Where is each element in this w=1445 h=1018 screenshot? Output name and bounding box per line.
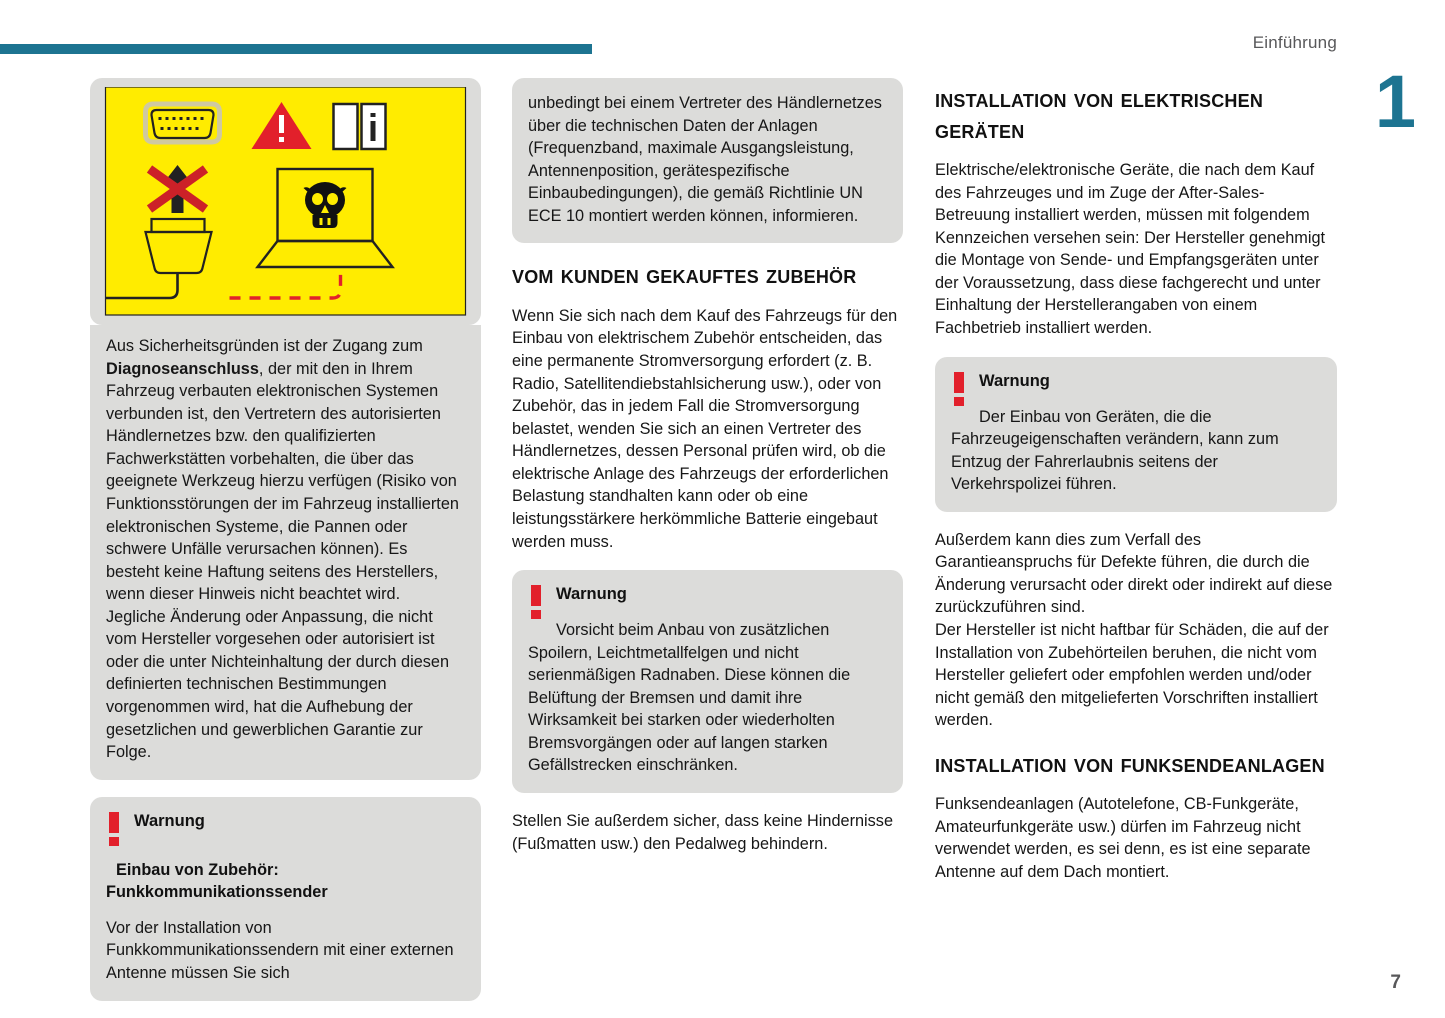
caption-bold-term: Diagnoseanschluss <box>106 359 259 378</box>
right-body-block-2 <box>935 529 1337 732</box>
middle-closing-block <box>512 810 903 855</box>
right-body-text-4: Funksendeanlagen (Autotelefone, CB-Funkgeräte, Amateurfunkgeräte usw.) dürfen im Fahrzeug nicht verwendet werden, es sei denn, es ist eine separate Antenne auf dem Dach montiert. <box>935 795 1311 881</box>
page-number: 7 <box>1390 972 1401 993</box>
warning-title: Warnung <box>556 585 627 604</box>
caption-part-2: , der mit den in Ihrem Fahrzeug verbauten elektronischen Systemen verbunden ist, den Vertretern des autorisierten Händlernetzes bzw. den qualifizierten Fachwerkstätten vorbehalten, die über das geeignete Werkzeug hierzu verfügen (Risiko von Funktionsstörungen der im Fahrzeug installierten elektronischen Systeme, die Pannen oder schwere Unfälle verursachen können). Es besteht keine Haftung seitens des Herstellers, wenn dieser Hinweis nicht beachtet wird. <box>106 359 459 604</box>
page-header-title: Einführung <box>1252 33 1337 52</box>
caption-paragraph-2: Jegliche Änderung oder Anpassung, die nicht vom Hersteller vorgesehen oder autorisiert ist oder die unter Nichteinhaltung der durch diesen definierten technischen Bestimmungen vorgenommen wird, hat die Aufhebung der gesetzlichen und gewerblichen Garantie zur Folge. <box>106 607 450 762</box>
right-body-block-4 <box>935 793 1337 883</box>
header-accent-bar <box>0 44 592 54</box>
warning-body: Der Einbau von Geräten, die die Fahrzeugeigenschaften verändern, kann zum Entzug der Fahrerlaubnis seitens der Verkehrspolizei führen. <box>951 407 1279 494</box>
illustration-panel <box>90 78 481 325</box>
warning-title-row <box>106 811 465 846</box>
exclamation-icon <box>528 584 548 619</box>
middle-closing-text: Stellen Sie außerdem sicher, dass keine Hindernisse (Fußmatten usw.) den Pedalweg behindern. <box>512 812 893 853</box>
middle-body-block <box>512 305 903 553</box>
exclamation-icon <box>106 811 126 846</box>
warning-body: Vor der Installation von Funkkommunikationssendern mit einer externen Antenne müssen Sie sich <box>106 918 454 982</box>
heading-installation-funksendeanlagen: installation von funksendeanlagen <box>935 749 1325 778</box>
caption-part-1: Aus Sicherheitsgründen ist der Zugang zum <box>106 337 423 355</box>
middle-body-text: Wenn Sie sich nach dem Kauf des Fahrzeugs für den Einbau von elektrischem Zubehör entscheiden, das eine permanente Stromversorgung erfordert (z. B. Radio, Satellitendiebstahlsicherung usw.), oder von Zubehör, das in jedem Fall die Stromversorgung belastet, wenden Sie sich an einen Vertreter des Händlernetzes, dessen Personal prüfen wird, ob die elektrische Anlage des Fahrzeugs der erforderlichen Belastung standhalten kann oder ob eine leistungsstärkere herkömmliche Batterie eingebaut werden muss. <box>512 306 898 551</box>
right-body-text-1: Elektrische/elektronische Geräte, die nach dem Kauf des Fahrzeuges und im Zuge der After-Sales-Betreuung installiert werden, müssen mit folgendem Kennzeichen versehen sein: Der Hersteller genehmigt die Montage von Sende- und Empfangsgeräten unter der Voraussetzung, dass diese fachgerecht und unter Einhaltung der Herstellerangaben von einem Fachbetrieb installiert werden. <box>935 161 1326 337</box>
caption-paragraph-1 <box>106 335 465 606</box>
column-middle <box>512 78 903 872</box>
warning-title: Warnung <box>979 371 1050 390</box>
heading-vom-kunden-gekauftes-zubehoer: vom kunden gekauftes zubehör <box>512 261 857 290</box>
diagnoseanschluss-warnung-grafik <box>99 87 472 325</box>
right-body-text-3: Der Hersteller ist nicht haftbar für Schäden, die auf der Installation von Zubehörteilen beruhen, die nicht vom Hersteller geliefert oder empfohlen werden und/oder nicht gemäß den mitgelieferten Vorschriften installiert werden. <box>935 621 1329 730</box>
warning-box-right <box>935 357 1337 512</box>
warning-subtitle: Einbau von Zubehör: Funkkommunikationssender <box>106 860 328 902</box>
right-body-block-1 <box>935 159 1337 340</box>
warning-body: Vorsicht beim Anbau von zusätzlichen Spoilern, Leichtmetallfelgen und nicht serienmäßigen Radnaben. Diese können die Belüftung der Bremsen und damit ihre Wirksamkeit bei starken oder wiederholten Bremsvorgängen oder auf langen starken Gefällstrecken einschränken. <box>528 621 851 775</box>
warning-title-row <box>528 584 887 619</box>
column-left <box>90 78 481 1018</box>
warning-box-left <box>90 797 481 1001</box>
heading-installation-elektrische-geraete: installation von elektrischen geräten <box>935 85 1264 144</box>
right-body-text-2: Außerdem kann dies zum Verfall des Garantieanspruchs für Defekte führen, die durch die Änderung verursacht oder direkt oder indirekt auf diese zurückzuführen sind. <box>935 530 1333 617</box>
column-right <box>935 78 1337 901</box>
warning-title: Warnung <box>134 811 205 830</box>
continuation-box <box>512 78 903 243</box>
chapter-number: 1 <box>1374 60 1415 143</box>
continuation-text: unbedingt bei einem Vertreter des Händlernetzes über die technischen Daten der Anlagen (Frequenzband, maximale Ausgangsleistung, Antennenposition, gerätespezifische Einbaubedingungen), die gemäß Richtlinie UN ECE 10 montiert werden können, informieren. <box>528 94 882 225</box>
warning-title-row <box>951 371 1321 406</box>
exclamation-icon <box>951 371 971 406</box>
illustration-caption-box <box>90 325 481 780</box>
warning-box-middle <box>512 570 903 793</box>
